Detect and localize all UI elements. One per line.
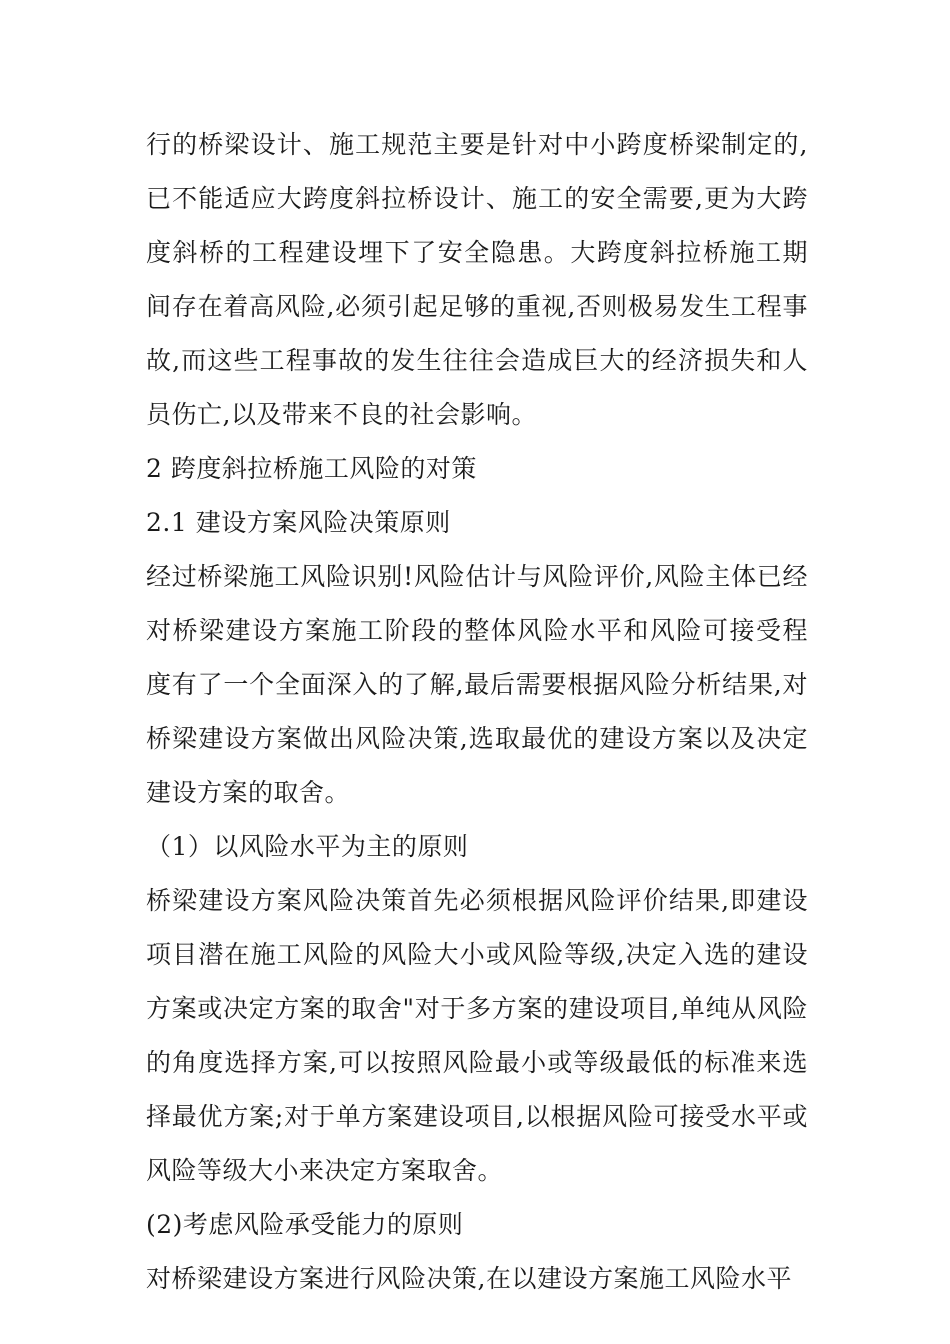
section-heading-2: 2 跨度斜拉桥施工风险的对策 — [146, 454, 477, 483]
paragraph-risk-level-principle: 桥梁建设方案风险决策首先必须根据风险评价结果,即建设项目潜在施工风险的风险大小或风险等级,决定入选的建设方案或决定方案的取舍"对于多方案的建设项目,单纯从风险的角度选择方案,可以按照风险最小或等级最低的标准来选择最优方案;对于单方案建设项目,以根据风险可接受水平或风险等级大小来决定方案取舍。 — [146, 886, 808, 1185]
paragraph-risk-tolerance-principle: 对桥梁建设方案进行风险决策,在以建设方案施工风险水平 — [146, 1264, 792, 1293]
paragraph-bridge-code-risk: 行的桥梁设计、施工规范主要是针对中小跨度桥梁制定的,已不能适应大跨度斜拉桥设计、施工的安全需要,更为大跨度斜桥的工程建设埋下了安全隐患。大跨度斜拉桥施工期间存在着高风险,必须引起足够的重视,否则极易发生工程事故,而这些工程事故的发生往往会造成巨大的经济损失和人员伤亡,以及带来不良的社会影响。 — [146, 130, 808, 429]
subheading-risk-tolerance-principle: (2)考虑风险承受能力的原则 — [146, 1210, 464, 1239]
section-heading-2-1: 2.1 建设方案风险决策原则 — [146, 508, 451, 537]
subheading-risk-level-principle: （1）以风险水平为主的原则 — [146, 832, 469, 861]
paragraph-risk-decision: 经过桥梁施工风险识别!风险估计与风险评价,风险主体已经对桥梁建设方案施工阶段的整体风险水平和风险可接受程度有了一个全面深入的了解,最后需要根据风险分析结果,对桥梁建设方案做出风险决策,选取最优的建设方案以及决定建设方案的取舍。 — [146, 562, 808, 807]
document-body — [146, 118, 808, 1306]
